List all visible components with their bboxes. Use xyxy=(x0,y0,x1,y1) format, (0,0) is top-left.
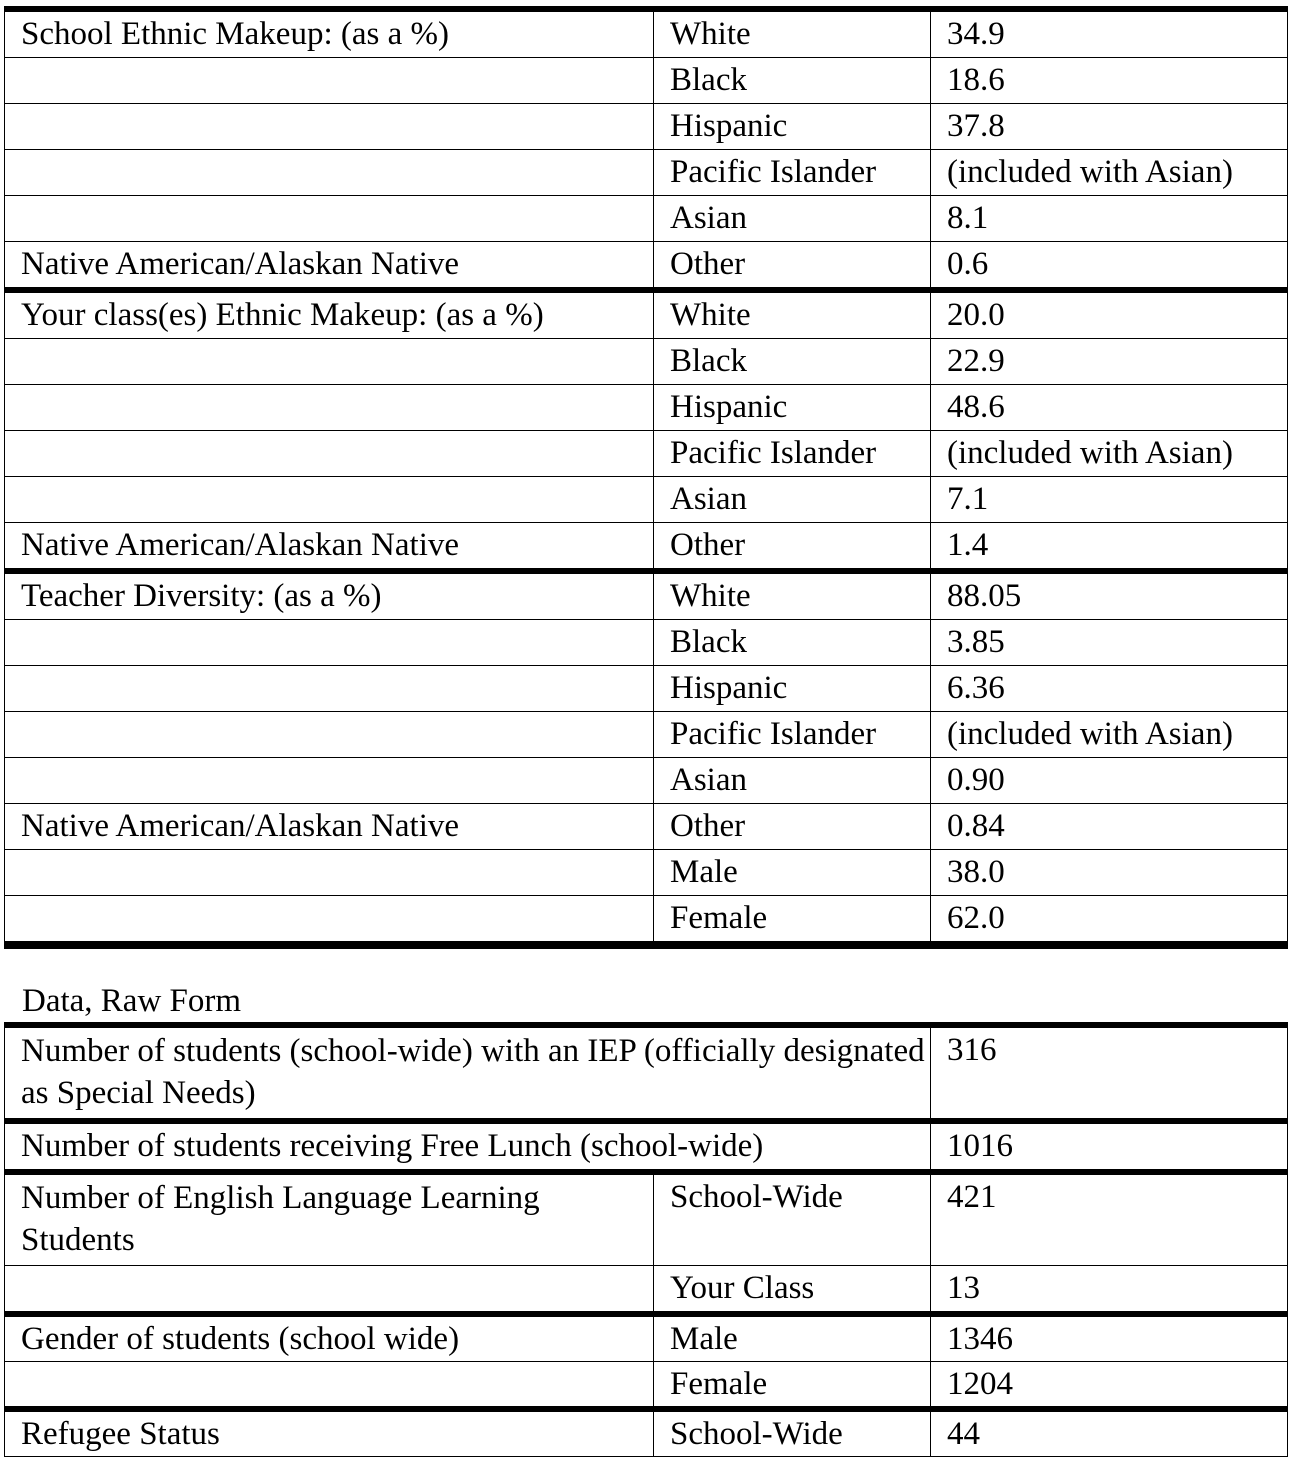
ell-value: 421 xyxy=(931,1172,1288,1266)
category-cell: Hispanic xyxy=(654,666,931,712)
raw-data-title: Data, Raw Form xyxy=(22,983,242,1019)
free-lunch-row xyxy=(5,1121,1288,1172)
ethnic-row xyxy=(5,804,1288,850)
value-cell: 62.0 xyxy=(931,896,1288,946)
ethnic-row xyxy=(5,850,1288,896)
empty-cell xyxy=(5,896,654,946)
ell-row-school xyxy=(5,1172,1288,1266)
category-cell: Other xyxy=(654,523,931,572)
empty-cell xyxy=(5,104,654,150)
category-cell: Hispanic xyxy=(654,385,931,431)
refugee-value: 44 xyxy=(931,1409,1288,1457)
value-cell: 18.6 xyxy=(931,58,1288,104)
ell-category: School-Wide xyxy=(654,1172,931,1266)
value-cell: 20.0 xyxy=(931,290,1288,339)
empty-cell xyxy=(5,620,654,666)
ethnic-row xyxy=(5,431,1288,477)
ethnic-row xyxy=(5,58,1288,104)
empty-cell xyxy=(5,666,654,712)
group-heading: School Ethnic Makeup: (as a %) xyxy=(5,9,654,58)
value-cell: 3.85 xyxy=(931,620,1288,666)
category-cell: White xyxy=(654,571,931,620)
value-cell: 22.9 xyxy=(931,339,1288,385)
gender-value: 1346 xyxy=(931,1314,1288,1362)
row-label: Native American/Alaskan Native xyxy=(5,242,654,291)
gender-row-female xyxy=(5,1362,1288,1410)
category-cell: Black xyxy=(654,339,931,385)
ethnic-row xyxy=(5,712,1288,758)
gender-row-male xyxy=(5,1314,1288,1362)
gender-category: Male xyxy=(654,1314,931,1362)
raw-data-table xyxy=(4,1022,1288,1457)
gender-value: 1204 xyxy=(931,1362,1288,1410)
value-cell: 7.1 xyxy=(931,477,1288,523)
ethnic-row xyxy=(5,104,1288,150)
value-cell: 0.90 xyxy=(931,758,1288,804)
category-cell: Pacific Islander xyxy=(654,431,931,477)
empty-cell xyxy=(5,1362,654,1410)
empty-cell xyxy=(5,1266,654,1315)
empty-cell xyxy=(5,58,654,104)
value-cell: 38.0 xyxy=(931,850,1288,896)
empty-cell xyxy=(5,196,654,242)
value-cell: 88.05 xyxy=(931,571,1288,620)
empty-cell xyxy=(5,758,654,804)
value-cell: 1.4 xyxy=(931,523,1288,572)
value-cell: 0.6 xyxy=(931,242,1288,291)
value-cell: (included with Asian) xyxy=(931,150,1288,196)
refugee-category: School-Wide xyxy=(654,1409,931,1457)
category-cell: Other xyxy=(654,242,931,291)
ethnic-row xyxy=(5,150,1288,196)
iep-row xyxy=(5,1025,1288,1121)
value-cell: (included with Asian) xyxy=(931,712,1288,758)
category-cell: Black xyxy=(654,58,931,104)
category-cell: Pacific Islander xyxy=(654,712,931,758)
ell-row-class xyxy=(5,1266,1288,1315)
ethnic-row xyxy=(5,666,1288,712)
ethnic-row xyxy=(5,477,1288,523)
value-cell: 48.6 xyxy=(931,385,1288,431)
ethnic-row xyxy=(5,385,1288,431)
ethnic-row xyxy=(5,523,1288,572)
category-cell: White xyxy=(654,290,931,339)
ethnic-row xyxy=(5,339,1288,385)
free-lunch-label: Number of students receiving Free Lunch (school-wide) xyxy=(5,1121,931,1172)
value-cell: (included with Asian) xyxy=(931,431,1288,477)
refugee-label: Refugee Status xyxy=(5,1409,654,1457)
ethnic-row xyxy=(5,896,1288,946)
ell-category: Your Class xyxy=(654,1266,931,1315)
empty-cell xyxy=(5,431,654,477)
value-cell: 6.36 xyxy=(931,666,1288,712)
row-label: Native American/Alaskan Native xyxy=(5,804,654,850)
ethnic-row xyxy=(5,9,1288,58)
group-heading: Your class(es) Ethnic Makeup: (as a %) xyxy=(5,290,654,339)
ethnic-makeup-table xyxy=(4,6,1288,949)
empty-cell xyxy=(5,850,654,896)
category-cell: Pacific Islander xyxy=(654,150,931,196)
empty-cell xyxy=(5,150,654,196)
row-label: Native American/Alaskan Native xyxy=(5,523,654,572)
value-cell: 0.84 xyxy=(931,804,1288,850)
gender-category: Female xyxy=(654,1362,931,1410)
ell-label: Number of English Language Learning Students xyxy=(5,1172,654,1266)
category-cell: Asian xyxy=(654,196,931,242)
refugee-row xyxy=(5,1409,1288,1457)
category-cell: White xyxy=(654,9,931,58)
ethnic-row xyxy=(5,290,1288,339)
ethnic-row xyxy=(5,196,1288,242)
category-cell: Black xyxy=(654,620,931,666)
ethnic-row xyxy=(5,242,1288,291)
category-cell: Hispanic xyxy=(654,104,931,150)
free-lunch-value: 1016 xyxy=(931,1121,1288,1172)
value-cell: 34.9 xyxy=(931,9,1288,58)
category-cell: Asian xyxy=(654,758,931,804)
gender-label: Gender of students (school wide) xyxy=(5,1314,654,1362)
empty-cell xyxy=(5,385,654,431)
empty-cell xyxy=(5,339,654,385)
value-cell: 37.8 xyxy=(931,104,1288,150)
category-cell: Male xyxy=(654,850,931,896)
iep-label: Number of students (school-wide) with an IEP (officially designated as Special Needs) xyxy=(5,1025,931,1121)
value-cell: 8.1 xyxy=(931,196,1288,242)
ethnic-row xyxy=(5,620,1288,666)
empty-cell xyxy=(5,477,654,523)
empty-cell xyxy=(5,712,654,758)
iep-value: 316 xyxy=(931,1025,1288,1121)
category-cell: Asian xyxy=(654,477,931,523)
ethnic-row xyxy=(5,758,1288,804)
group-heading: Teacher Diversity: (as a %) xyxy=(5,571,654,620)
ell-value: 13 xyxy=(931,1266,1288,1315)
category-cell: Female xyxy=(654,896,931,946)
ethnic-row xyxy=(5,571,1288,620)
category-cell: Other xyxy=(654,804,931,850)
